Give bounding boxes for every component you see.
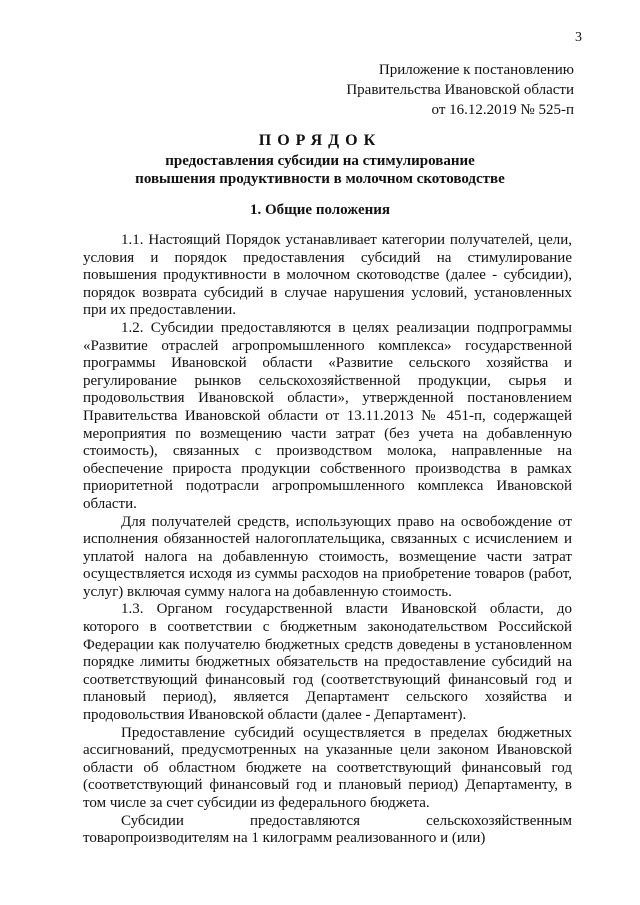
paragraph-budget: Предоставление субсидий осуществляется в пределах бюджетных ассигнований, предусмотренных на указанные цели законом Ивановской области об областном бюджете на соответствующий финансовый год (соответствующий финансовый год и плановый период) Департаменту, в том числе за счет субсидии из федерального бюджета. [83, 724, 572, 811]
subtitle-line-2: повышения продуктивности в молочном скотоводстве [135, 171, 505, 187]
appendix-note [346, 60, 574, 120]
paragraph-subsidy-rate: Субсидии предоставляются сельскохозяйственным товаропроизводителям на 1 килограмм реализованного и (или) [83, 812, 572, 847]
document-body [83, 232, 572, 848]
document-title: ПОРЯДОК [258, 132, 382, 149]
section-heading: 1. Общие положения [249, 202, 391, 218]
subtitle-line-1: предоставления субсидии на стимулирование [165, 153, 475, 169]
appendix-line-3: от 16.12.2019 № 525-п [431, 102, 574, 118]
document-subtitle [0, 152, 640, 188]
appendix-line-2: Правительства Ивановской области [346, 82, 574, 98]
appendix-line-1: Приложение к постановлению [378, 62, 574, 78]
page-number: 3 [575, 30, 582, 45]
paragraph-1-2: 1.2. Субсидии предоставляются в целях реализации подпрограммы «Развитие отраслей агропромышленного комплекса» государственной программы Ивановской области «Развитие сельского хозяйства и регулирование рынков сельскохозяйственной продукции, сырья и продовольствия Ивановской области», утвержденной постановлением Правительства Ивановской области от 13.11.2013 № 451-п, содержащей мероприятия по возмещению части затрат (без учета на добавленную стоимость), связанных с производством молока, направленные на обеспечение прироста продукции собственного производства в рамках приоритетной подотрасли агропромышленного комплекса Ивановской области. [83, 319, 572, 512]
paragraph-1-3: 1.3. Органом государственной власти Ивановской области, до которого в соответствии с бюджетным законодательством Российской Федерации как получателю бюджетных средств доведены в установленном порядке лимиты бюджетных обязательств на предоставление субсидий на соответствующий финансовый год (соответствующий финансовый год и плановый период), является Департамент сельского хозяйства и продовольствия Ивановской области (далее - Департамент). [83, 601, 572, 724]
paragraph-1-1: 1.1. Настоящий Порядок устанавливает категории получателей, цели, условия и порядок предоставления субсидий на стимулирование повышения продуктивности в молочном скотоводстве (далее - субсидии), порядок возврата субсидий в случае нарушения условий, установленных при их предоставлении. [83, 232, 572, 319]
paragraph-vat-note: Для получателей средств, использующих право на освобождение от исполнения обязанностей налогоплательщика, связанных с исчислением и уплатой налога на добавленную стоимость, возмещение части затрат осуществляется исходя из суммы расходов на приобретение товаров (работ, услуг) включая сумму налога на добавленную стоимость. [83, 513, 572, 600]
